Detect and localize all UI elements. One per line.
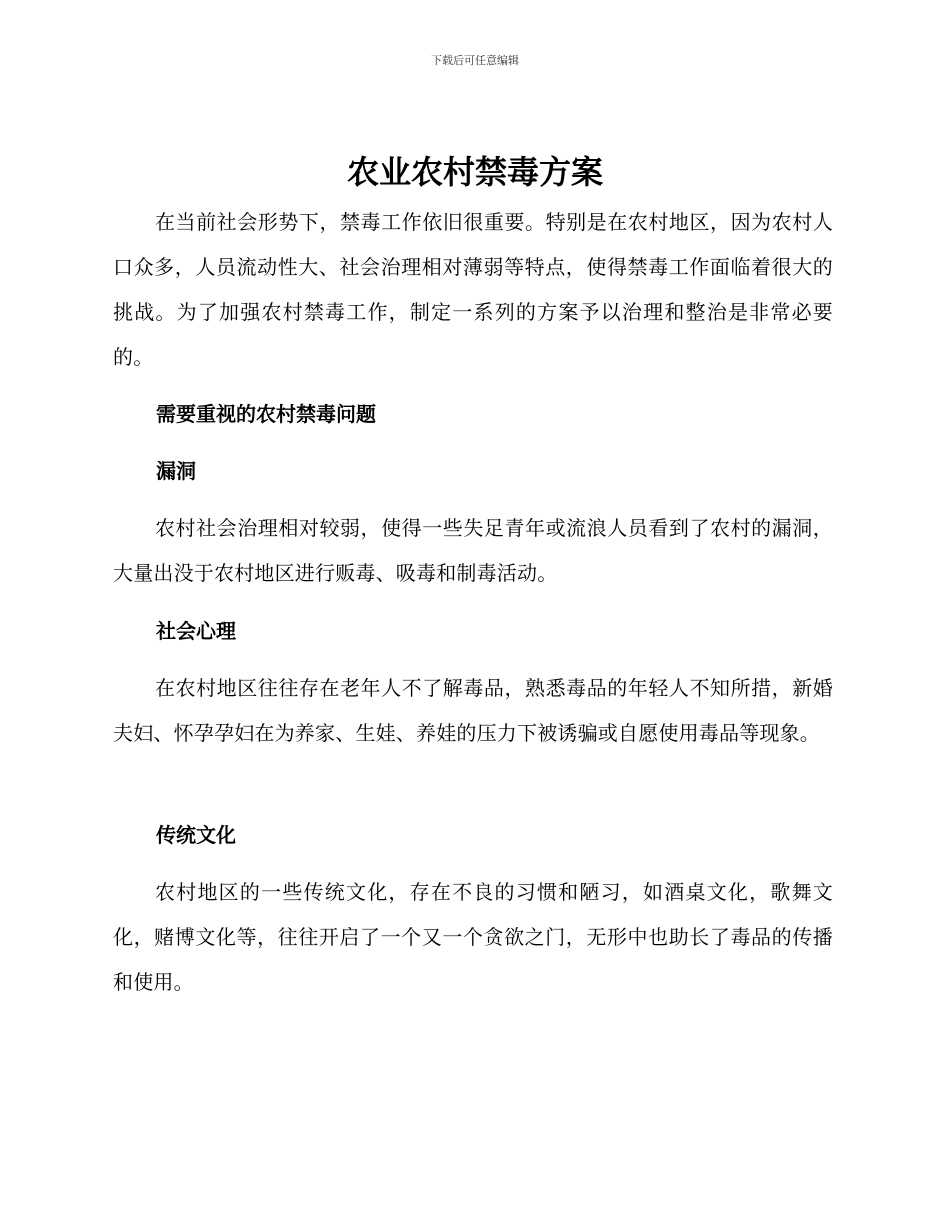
section-heading-main-issues: 需要重视的农村禁毒问题: [156, 402, 376, 426]
loophole-paragraph: 农村社会治理相对较弱，使得一些失足青年或流浪人员看到了农村的漏洞，大量出没于农村地区进行贩毒、吸毒和制毒活动。: [113, 516, 833, 585]
section-heading-loophole: 漏洞: [156, 459, 196, 483]
traditional-culture-paragraph: 农村地区的一些传统文化，存在不良的习惯和陋习，如酒桌文化，歌舞文化，赌博文化等，往往开启了一个又一个贪欲之门，无形中也助长了毒品的传播和使用。: [113, 880, 833, 994]
document-title: 农业农村禁毒方案: [346, 153, 603, 191]
social-psychology-paragraph: 在农村地区往往存在老年人不了解毒品，熟悉毒品的年轻人不知所措，新婚夫妇、怀孕孕妇在为养家、生娃、养娃的压力下被诱骗或自愿使用毒品等现象。: [113, 676, 833, 745]
section-heading-social-psychology: 社会心理: [156, 619, 236, 643]
page-header-note: 下载后可任意编辑: [431, 54, 519, 67]
section-heading-traditional-culture: 传统文化: [156, 823, 236, 847]
intro-paragraph: 在当前社会形势下，禁毒工作依旧很重要。特别是在农村地区，因为农村人口众多，人员流动性大、社会治理相对薄弱等特点，使得禁毒工作面临着很大的挑战。为了加强农村禁毒工作，制定一系列的方案予以治理和整治是非常必要的。: [113, 210, 833, 369]
